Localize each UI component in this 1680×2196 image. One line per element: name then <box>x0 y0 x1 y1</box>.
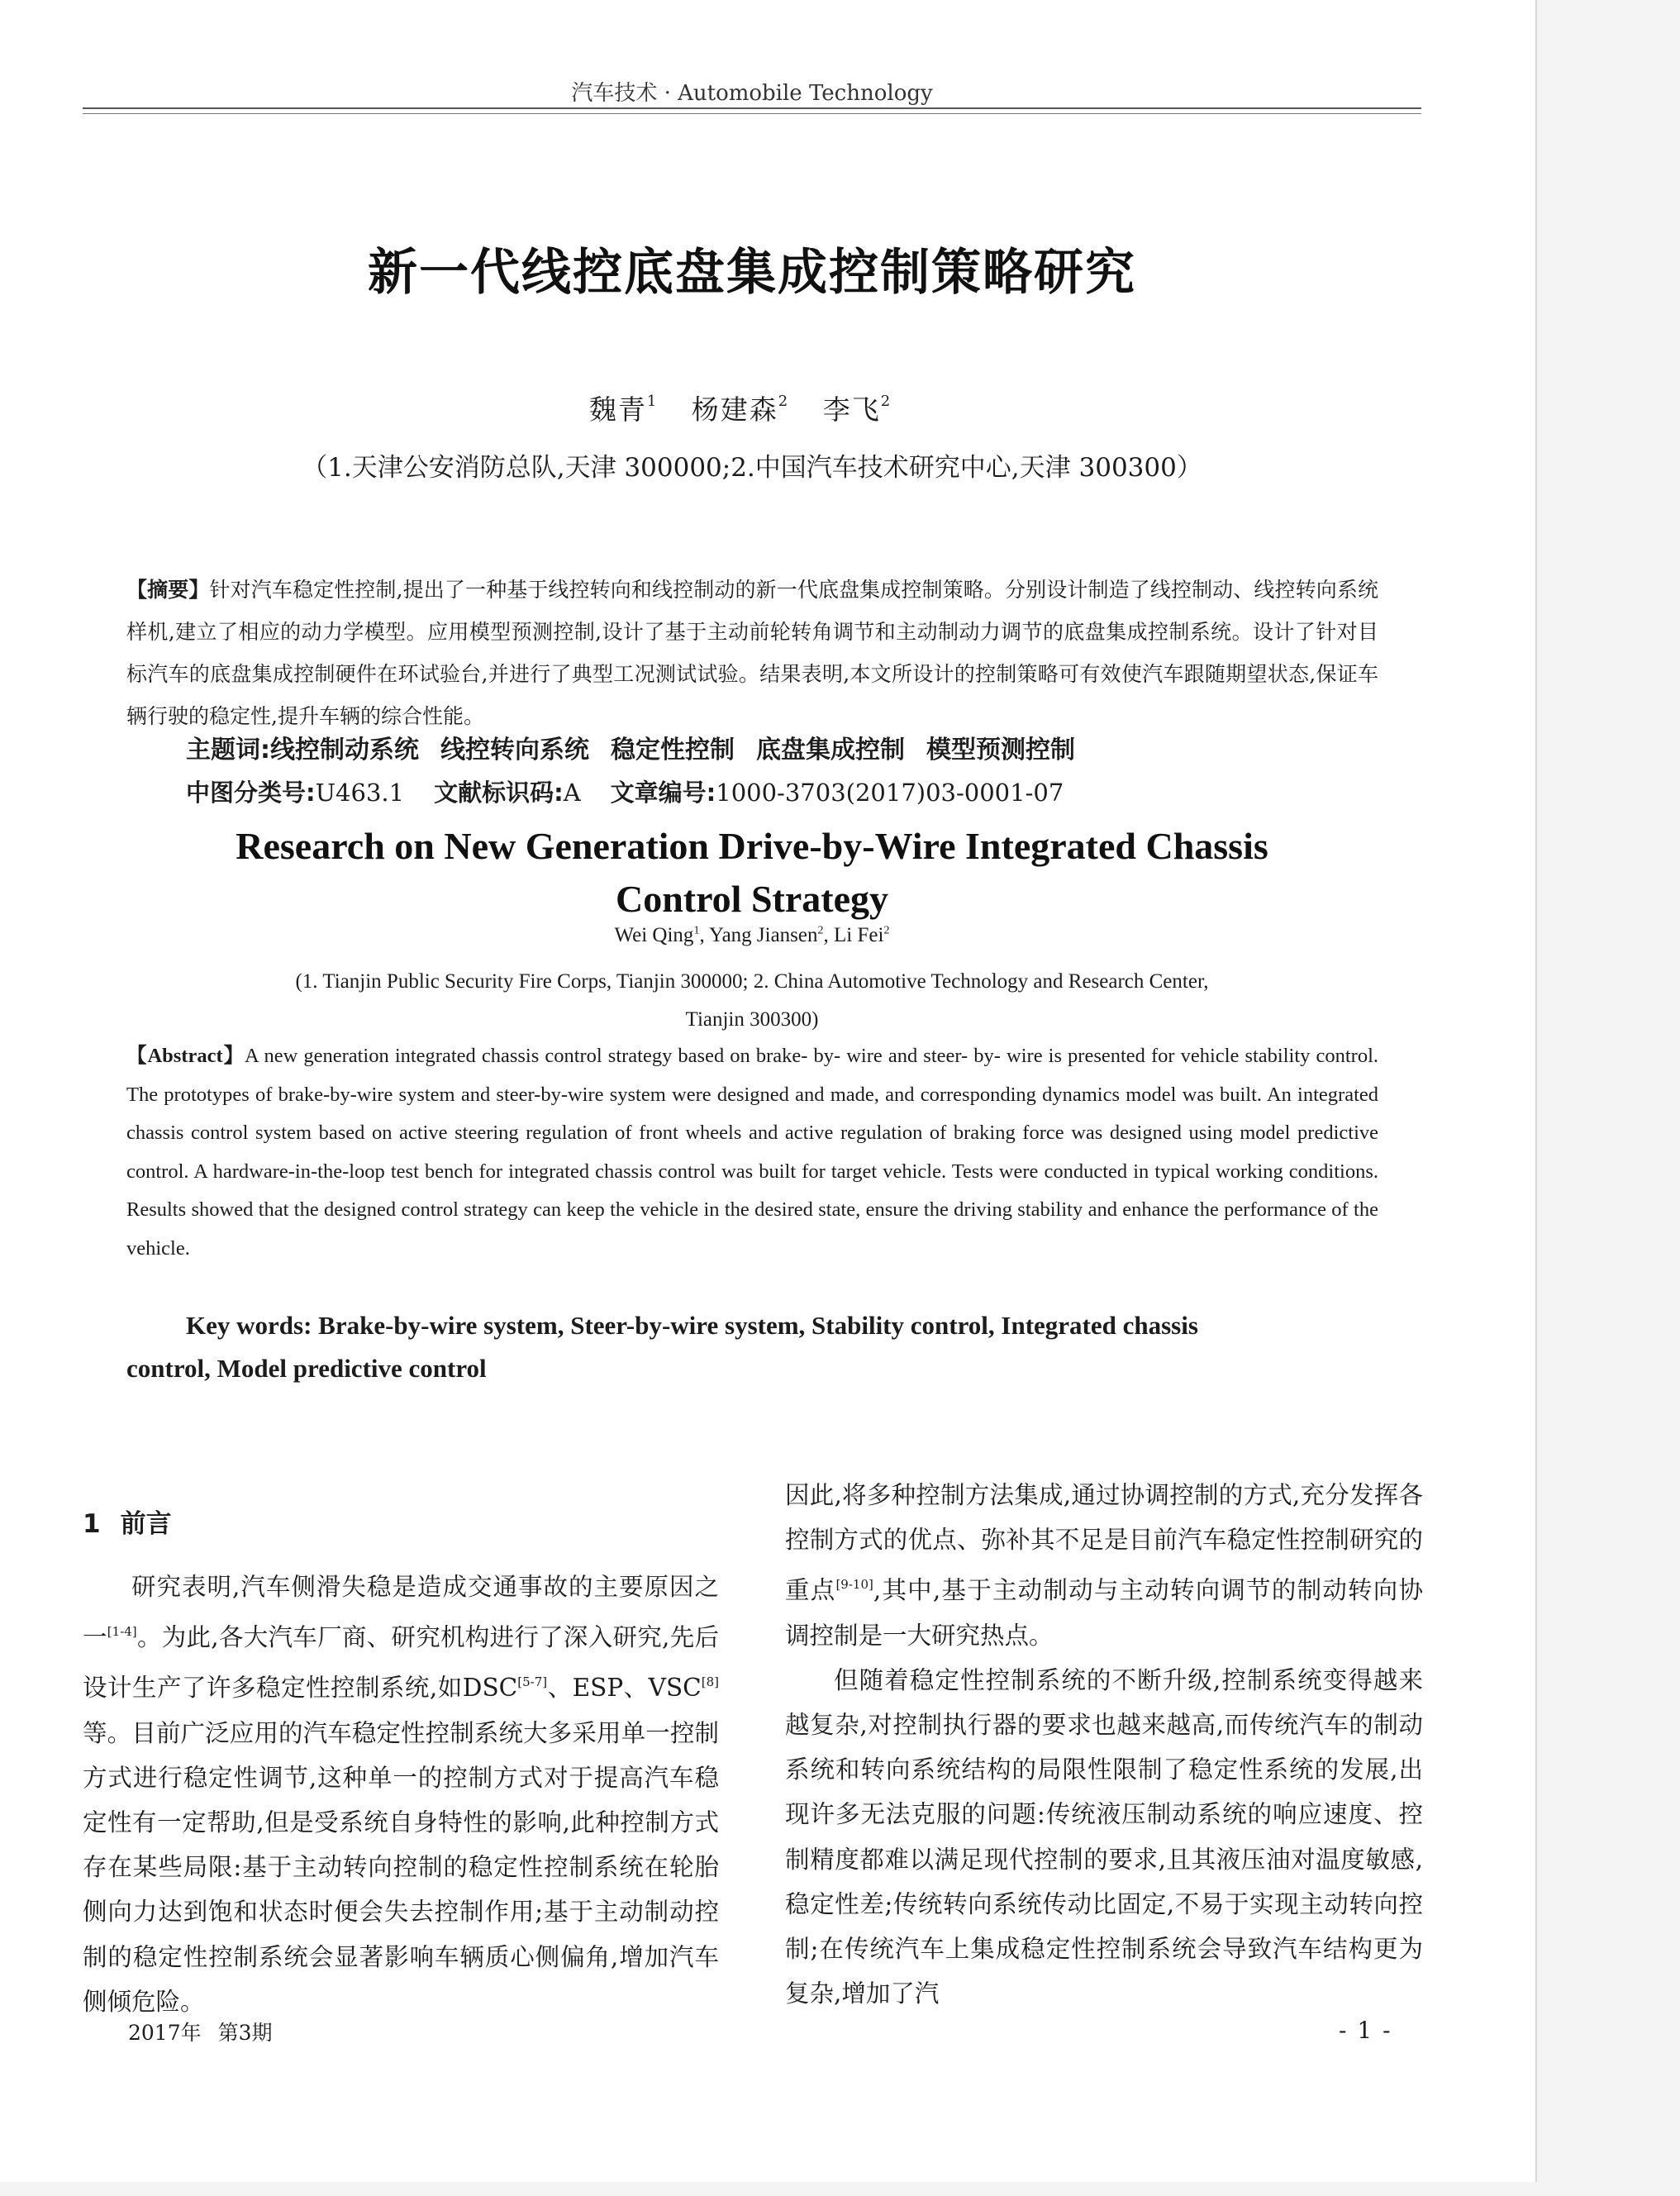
affiliation-en-line: (1. Tianjin Public Security Fire Corps, Tianjin 300000; 2. China Automotive Technology and Research Center, <box>295 970 1209 993</box>
affiliation-en-line: Tianjin 300300) <box>685 1008 819 1031</box>
title-en-line: Control Strategy <box>615 878 889 920</box>
keywords-en-line: Key words: Brake-by-wire system, Steer-by-wire system, Stability control, Integrated chassis <box>186 1311 1198 1340</box>
doc-code-label: 文献标识码: <box>434 779 564 807</box>
paragraph-text: 因此,将多种控制方法集成,通过协调控制的方式,充分发挥各控制方式的优点、弥补其不足是目前汽车稳定性控制研究的重点 <box>785 1481 1423 1605</box>
author-name-en: Yang Jiansen <box>709 924 818 946</box>
title-cn: 新一代线控底盘集成控制策略研究 <box>368 244 1136 302</box>
author-separator: , <box>699 924 710 946</box>
authors-cn <box>83 388 1421 427</box>
author-name-en: Li Fei <box>834 924 884 946</box>
keywords-cn <box>186 729 1384 765</box>
page-number: - 1 - <box>1339 2017 1392 2044</box>
author-affiliation-mark: 2 <box>883 924 890 937</box>
title-en <box>83 820 1421 926</box>
author-name: 杨建森 <box>691 393 778 426</box>
abstract-en-label: 【Abstract】 <box>126 1045 245 1067</box>
clc-label: 中图分类号: <box>186 779 316 807</box>
abstract-en-text: A new generation integrated chassis control strategy based on brake- by- wire and steer- by- wire is presented for vehicle stability control. The prototypes of brake-by-wire system and steer-by-wire system were designed and made, and corresponding dynamics model was built. An integrated chassis control system based on active steering regulation of front wheels and active regulation of braking force was designed using model predictive control. A hardware-in-the-loop test bench for integrated chassis control was built for target vehicle. Tests were conducted in typical working conditions. Results showed that the designed control strategy can keep the vehicle in the desired state, ensure the driving stability and enhance the performance of the vehicle. <box>126 1045 1379 1260</box>
title-en-line: Research on New Generation Drive-by-Wire Integrated Chassis <box>236 825 1268 867</box>
keywords-en-line: control, Model predictive control <box>126 1354 487 1383</box>
running-head: 汽车技术 · Automobile Technology <box>571 81 933 106</box>
clc-value: U463.1 <box>315 779 405 807</box>
body-column-right <box>785 1473 1423 2016</box>
body-paragraph <box>83 1565 719 2024</box>
article-number-value: 1000-3703(2017)03-0001-07 <box>716 779 1064 807</box>
citation: [1-4] <box>107 1624 137 1640</box>
author-affiliation-mark: 2 <box>817 924 824 937</box>
footer-issue-number: 第3期 <box>217 2021 273 2045</box>
paragraph-text: 研究表明,汽车侧滑失稳是造成交通事故的主要原因之一 <box>83 1573 719 1652</box>
article-number-label: 文章编号: <box>610 779 716 807</box>
author-name: 魏青 <box>588 393 647 426</box>
body-column-left <box>83 1565 719 2024</box>
abstract-en <box>126 1037 1378 1268</box>
keyword-cn: 线控制动系统 <box>270 736 419 765</box>
abstract-cn-label: 【摘要】 <box>126 578 210 602</box>
paragraph-text: ,其中,基于主动制动与主动转向调节的制动转向协调控制是一大研究热点。 <box>785 1576 1423 1650</box>
footer-issue <box>128 2017 273 2046</box>
author-affiliation-mark: 2 <box>880 393 892 410</box>
author-name-en: Wei Qing <box>614 924 694 946</box>
paragraph-text: 等。目前广泛应用的汽车稳定性控制系统大多采用单一控制方式进行稳定性调节,这种单一的控制方式对于提高汽车稳定性有一定帮助,但是受系统自身特性的影响,此种控制方式存在某些局限:基于主动转向控制的稳定性控制系统在轮胎侧向力达到饱和状态时便会失去控制作用;基于主动制动控制的稳定性控制系统会显著影响车辆质心侧偏角,增加汽车侧倾危险。 <box>83 1718 719 2016</box>
affiliation-en <box>83 963 1421 1039</box>
header-rule-thin <box>83 113 1421 114</box>
author-affiliation-mark: 1 <box>693 924 700 937</box>
keyword-cn: 底盘集成控制 <box>756 736 905 765</box>
authors-en <box>83 924 1421 947</box>
paragraph-text: 、ESP、VSC <box>547 1674 702 1703</box>
section-title: 前言 <box>120 1509 172 1539</box>
doc-code-value: A <box>563 779 581 807</box>
section-heading <box>83 1503 172 1540</box>
citation: [8] <box>701 1674 719 1690</box>
body-paragraph <box>785 1473 1423 1658</box>
affiliation-cn: （1.天津公安消防总队,天津 300000;2.中国汽车技术研究中心,天津 300300） <box>302 453 1202 483</box>
header-rule <box>83 107 1421 109</box>
keywords-en <box>126 1304 1378 1390</box>
citation: [9-10] <box>835 1577 873 1593</box>
author-affiliation-mark: 1 <box>646 393 659 410</box>
citation: [5-7] <box>517 1674 548 1690</box>
keyword-cn: 模型预测控制 <box>926 736 1075 765</box>
classification-line <box>186 774 1384 808</box>
body-paragraph: 但随着稳定性控制系统的不断升级,控制系统变得越来越复杂,对控制执行器的要求也越来越高,而传统汽车的制动系统和转向系统结构的局限性限制了稳定性系统的发展,出现许多无法克服的问题:传统液压制动系统的响应速度、控制精度都难以满足现代控制的要求,且其液压油对温度敏感,稳定性差;传统转向系统传动比固定,不易于实现主动转向控制;在传统汽车上集成稳定性控制系统会导致汽车结构更为复杂,增加了汽 <box>785 1665 1423 2008</box>
footer-year: 2017年 <box>128 2021 202 2045</box>
keywords-cn-label: 主题词: <box>186 736 270 765</box>
abstract-cn-text: 针对汽车稳定性控制,提出了一种基于线控转向和线控制动的新一代底盘集成控制策略。分别设计制造了线控制动、线控转向系统样机,建立了相应的动力学模型。应用模型预测控制,设计了基于主动前轮转角调节和主动制动力调节的底盘集成控制系统。设计了针对目标汽车的底盘集成控制硬件在环试验台,并进行了典型工况测试试验。结果表明,本文所设计的控制策略可有效使汽车跟随期望状态,保证车辆行驶的稳定性,提升车辆的综合性能。 <box>126 578 1378 728</box>
paragraph-text: 。为此,各大汽车厂商、研究机构进行了深入研究,先后设计生产了许多稳定性控制系统,如DSC <box>83 1623 719 1703</box>
author-affiliation-mark: 2 <box>778 393 790 410</box>
keyword-cn: 线控转向系统 <box>440 736 589 765</box>
section-number: 1 <box>83 1509 101 1539</box>
abstract-cn <box>126 569 1378 737</box>
keyword-cn: 稳定性控制 <box>611 736 735 765</box>
author-separator: , <box>823 924 835 946</box>
author-name: 李飞 <box>822 393 881 426</box>
